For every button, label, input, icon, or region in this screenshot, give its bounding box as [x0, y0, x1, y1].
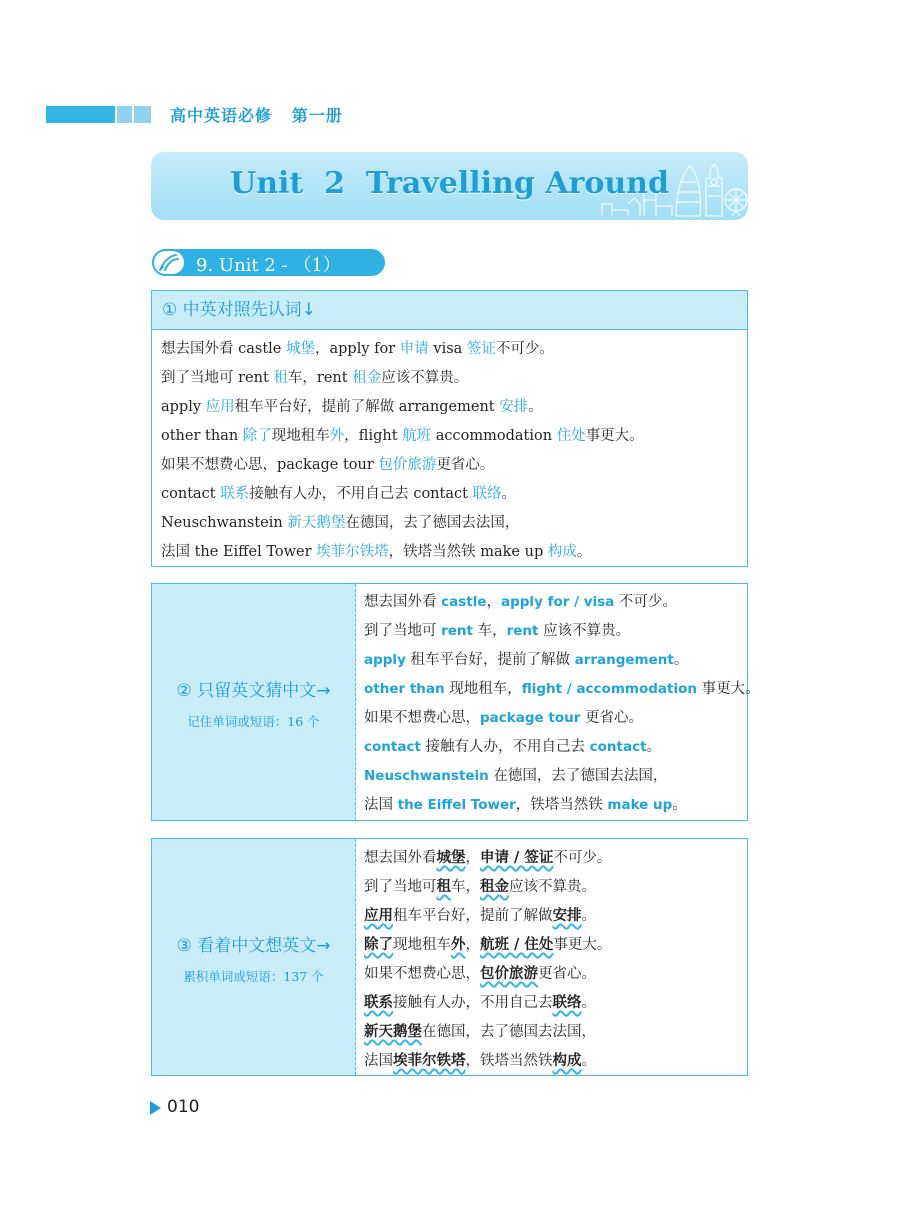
header-bar-block-1: [117, 106, 132, 123]
line-text: 想去国外看: [364, 850, 437, 866]
box3-subtitle: 累积单词或短语：137 个: [183, 969, 324, 984]
line-text: 事更大。: [585, 428, 644, 444]
recall-english-box: [151, 838, 748, 1076]
chinese-term: 城堡: [436, 849, 466, 866]
book-title: 高中英语必修 第一册: [170, 106, 343, 125]
box2-line: [364, 791, 760, 820]
box3-lines: [364, 843, 611, 1075]
box3-line: [364, 1046, 611, 1075]
line-text: 法国 the Eiffel Tower: [161, 544, 317, 560]
english-term: rent: [441, 623, 473, 639]
unit-banner: [151, 152, 748, 220]
chinese-term: 安排: [552, 907, 582, 924]
box1-line: [161, 480, 644, 509]
chinese-term: 包价旅游: [480, 965, 538, 982]
box2-line: [364, 617, 760, 646]
page-number: 010: [167, 1097, 200, 1117]
chinese-term: 新天鹅堡: [364, 1023, 422, 1040]
chinese-meaning: 包价旅游: [378, 457, 437, 473]
line-text: 。: [501, 486, 517, 502]
line-text: 如果不想费心思，: [364, 966, 480, 982]
box2-subtitle: 记住单词或短语：16 个: [187, 714, 320, 729]
line-text: ，flight: [344, 428, 403, 444]
line-text: 事更大。: [696, 681, 760, 697]
line-text: 租车平台好，提前了解做: [393, 908, 553, 924]
line-text: 如果不想费心思，: [364, 710, 480, 726]
box2-line: [364, 588, 760, 617]
line-text: 想去国外看 castle: [161, 341, 286, 357]
english-term: contact: [589, 739, 647, 755]
box1-line: [161, 393, 644, 422]
chinese-term: 埃菲尔铁塔: [393, 1052, 466, 1069]
line-text: 。: [581, 908, 596, 924]
box3-line: [364, 843, 611, 872]
chinese-meaning: 安排: [499, 399, 529, 415]
chinese-meaning: 租: [273, 370, 288, 386]
line-text: other than: [161, 428, 243, 444]
chinese-meaning: 应用: [205, 399, 235, 415]
chinese-meaning: 航班: [402, 428, 432, 444]
box3-sidebar: [152, 839, 356, 1075]
english-term: contact: [364, 739, 421, 755]
box1-heading: ① 中英对照先认词↓: [152, 291, 747, 330]
english-term: the Eiffel Tower: [397, 797, 516, 813]
line-text: 现地租车，: [444, 681, 522, 697]
line-text: 法国: [364, 797, 398, 813]
box1-line: [161, 422, 644, 451]
line-text: 车，: [473, 623, 507, 639]
box3-line: [364, 988, 611, 1017]
chinese-meaning: 联络: [472, 486, 502, 502]
box2-line: [364, 675, 760, 704]
box2-lines: [364, 588, 760, 820]
section-title: 9. Unit 2 - （1）: [196, 255, 341, 276]
line-text: 事更大。: [553, 937, 612, 953]
line-text: Neuschwanstein: [161, 515, 288, 531]
box1-line: [161, 538, 644, 567]
line-text: 在德国，去了德国去法国，: [422, 1024, 596, 1040]
box2-line: [364, 704, 760, 733]
box1-line: [161, 364, 644, 393]
box1-line: [161, 509, 644, 538]
guess-chinese-box: [151, 583, 760, 821]
line-text: 应该不算贵。: [509, 879, 596, 895]
line-text: 。: [672, 797, 687, 813]
line-text: 。: [528, 399, 543, 415]
line-text: 现地租车: [393, 937, 451, 953]
line-text: 租车平台好，提前了解做: [405, 652, 575, 668]
section-badge: [152, 249, 186, 276]
chinese-term: 联络: [552, 994, 582, 1011]
line-text: 到了当地可: [364, 879, 437, 895]
box3-line: [364, 901, 611, 930]
line-text: ，: [486, 594, 501, 610]
box3-title: ③ 看着中文想英文→: [176, 936, 331, 956]
line-text: 现地租车: [271, 428, 330, 444]
line-text: 。: [576, 544, 592, 560]
english-term: Neuschwanstein: [364, 768, 489, 784]
box3-line: [364, 930, 611, 959]
box1-lines: [161, 335, 644, 567]
chinese-term: 联系: [364, 994, 393, 1011]
english-term: rent: [506, 623, 539, 639]
line-text: ，: [465, 850, 480, 866]
box1-line: [161, 335, 644, 364]
pen-swirl-icon: [154, 251, 184, 274]
line-text: 。: [581, 1053, 596, 1069]
line-text: 更省心。: [538, 966, 596, 982]
box3-line: [364, 872, 611, 901]
line-text: 应该不算贵。: [381, 370, 469, 386]
line-text: 想去国外看: [364, 594, 442, 610]
line-text: 不可少。: [553, 850, 612, 866]
chinese-meaning: 签证: [466, 341, 496, 357]
unit-title: Unit 2 Travelling Around: [230, 166, 669, 201]
line-text: 接触有人办，不用自己去: [420, 739, 590, 755]
line-text: apply: [161, 399, 206, 415]
header-bar-block-2: [134, 106, 151, 123]
chinese-meaning: 除了: [242, 428, 272, 444]
line-text: 在德国，去了德国去法国，: [488, 768, 668, 784]
line-text: 车，: [451, 879, 480, 895]
chinese-term: 航班 / 住处: [480, 936, 554, 953]
english-term: apply for / visa: [501, 594, 615, 610]
english-term: package tour: [480, 710, 581, 726]
chinese-term: 构成: [552, 1052, 582, 1069]
chinese-term: 外: [451, 936, 466, 953]
line-text: visa: [428, 341, 467, 357]
line-text: 法国: [364, 1053, 393, 1069]
line-text: 。: [673, 652, 689, 668]
chinese-meaning: 住处: [556, 428, 586, 444]
line-text: 。: [581, 995, 596, 1011]
line-text: 到了当地可 rent: [161, 370, 274, 386]
line-text: 在德国，去了德国去法国，: [345, 515, 520, 531]
line-text: 。: [646, 739, 662, 755]
english-term: arrangement: [574, 652, 674, 668]
chinese-meaning: 新天鹅堡: [287, 515, 346, 531]
line-text: accommodation: [431, 428, 557, 444]
line-text: 接触有人办，不用自己去: [393, 995, 553, 1011]
line-text: ，铁塔当然铁 make up: [388, 544, 548, 560]
english-term: apply: [364, 652, 406, 668]
line-text: 车，rent: [287, 370, 353, 386]
box2-line: [364, 733, 760, 762]
line-text: 接触有人办，不用自己去 contact: [249, 486, 473, 502]
chinese-meaning: 埃菲尔铁塔: [316, 544, 389, 560]
bilingual-vocab-box: [151, 290, 748, 567]
line-text: 更省心。: [436, 457, 495, 473]
box2-line: [364, 646, 760, 675]
section-label: [152, 249, 385, 276]
line-text: 更省心。: [580, 710, 643, 726]
chinese-term: 租金: [480, 878, 509, 895]
box2-line: [364, 762, 760, 791]
chinese-meaning: 构成: [547, 544, 577, 560]
line-text: contact: [161, 486, 221, 502]
chinese-meaning: 租金: [352, 370, 382, 386]
line-text: 不可少。: [614, 594, 677, 610]
line-text: ，铁塔当然铁: [465, 1053, 553, 1069]
chinese-term: 应用: [364, 907, 393, 924]
chinese-term: 租: [436, 878, 451, 895]
box2-sidebar: [152, 584, 356, 820]
english-term: make up: [607, 797, 673, 813]
box2-title: ② 只留英文猜中文→: [176, 681, 331, 701]
box3-line: [364, 959, 611, 988]
line-text: ，铁塔当然铁: [515, 797, 608, 813]
english-term: castle: [441, 594, 487, 610]
line-text: ，apply for: [314, 341, 400, 357]
line-text: 如果不想费心思，package tour: [161, 457, 379, 473]
english-term: flight / accommodation: [521, 681, 697, 697]
line-text: 应该不算贵。: [538, 623, 631, 639]
box1-line: [161, 451, 644, 480]
line-text: 到了当地可: [364, 623, 442, 639]
chinese-meaning: 联系: [220, 486, 250, 502]
line-text: ，: [465, 937, 480, 953]
chinese-meaning: 申请: [399, 341, 429, 357]
header-bar-main: [46, 106, 115, 123]
box3-line: [364, 1017, 611, 1046]
chinese-term: 除了: [364, 936, 393, 953]
triangle-right-icon: [150, 1101, 161, 1115]
chinese-meaning: 外: [329, 428, 345, 444]
chinese-term: 申请 / 签证: [480, 849, 554, 866]
line-text: 租车平台好，提前了解做 arrangement: [234, 399, 500, 415]
chinese-meaning: 城堡: [285, 341, 315, 357]
english-term: other than: [364, 681, 445, 697]
line-text: 不可少。: [495, 341, 554, 357]
